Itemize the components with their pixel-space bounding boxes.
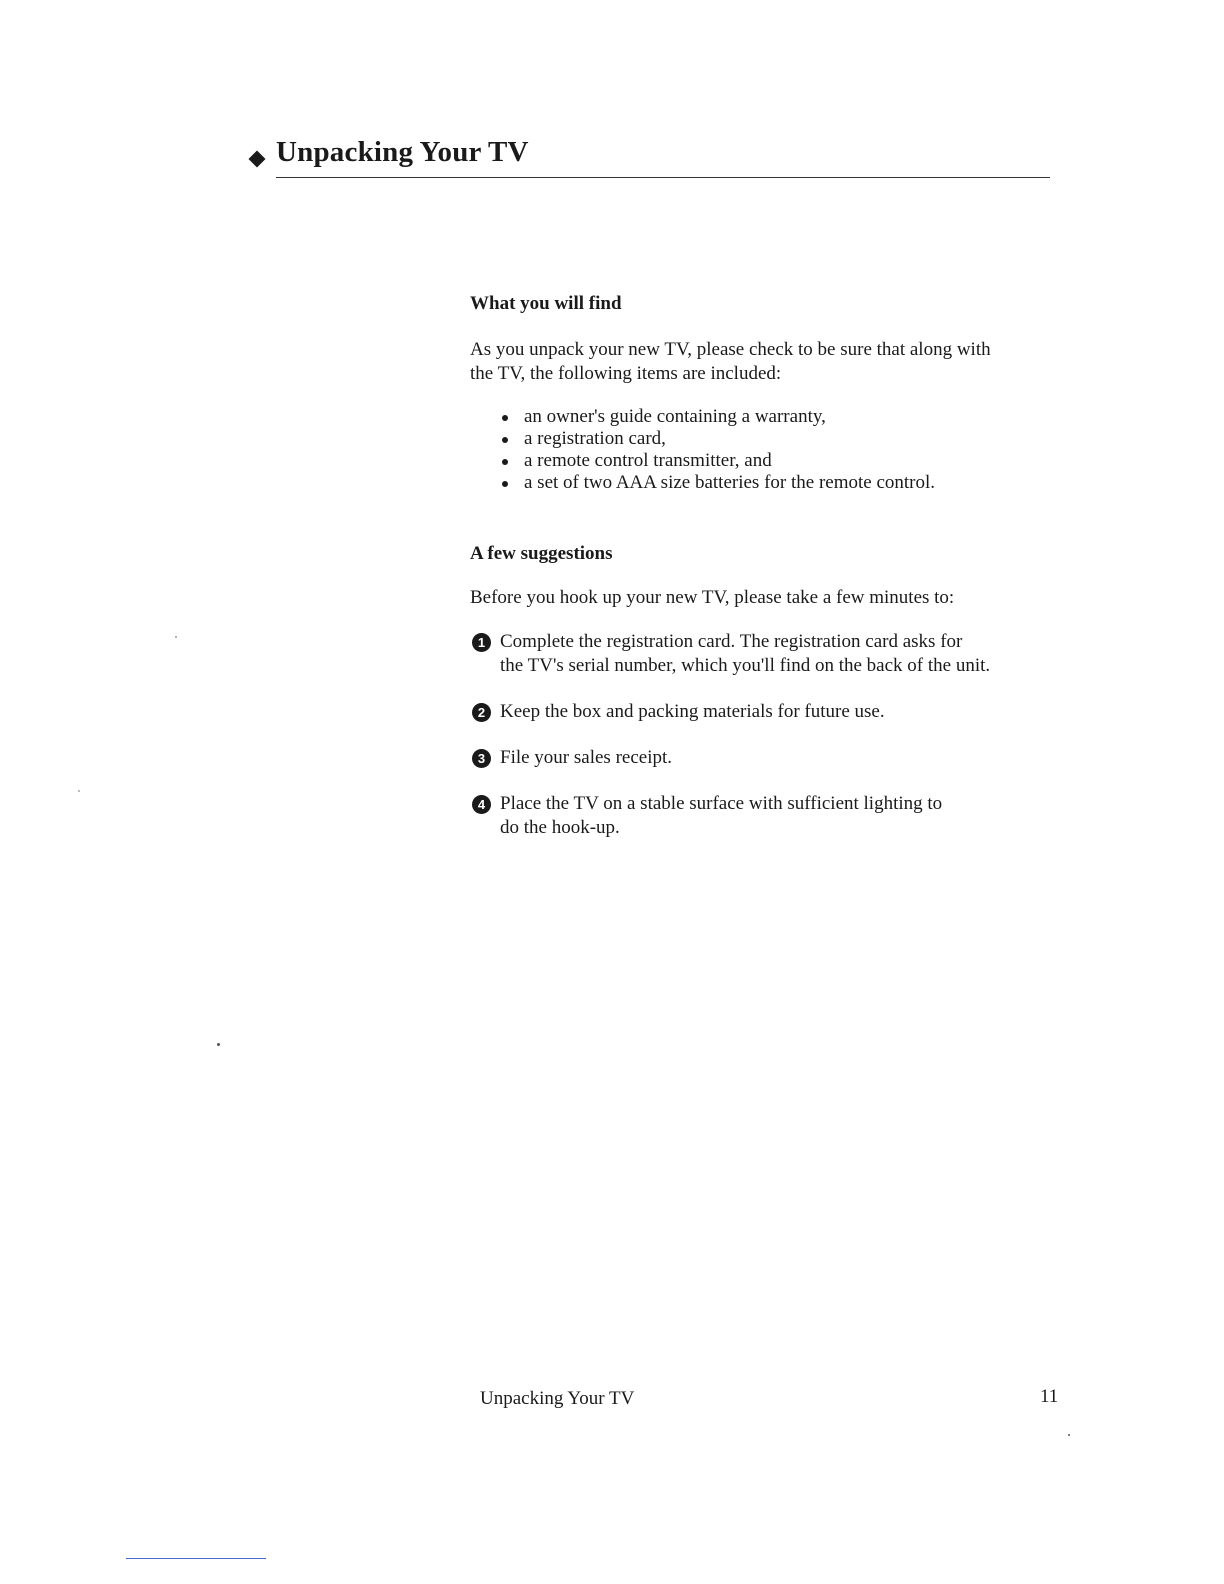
list-item-text: a remote control transmitter, and xyxy=(524,450,772,471)
step-text-line-1: Keep the box and packing materials for future use. xyxy=(500,701,885,722)
suggestion-steps-list xyxy=(470,630,1070,840)
title-rule xyxy=(276,177,1050,178)
suggestions-intro: Before you hook up your new TV, please take a few minutes to: xyxy=(470,587,955,608)
find-intro-line-1: As you unpack your new TV, please check to be sure that along with xyxy=(470,339,991,360)
included-items-list xyxy=(470,406,1070,494)
main-content xyxy=(470,292,1070,840)
step-text-line-1: Place the TV on a stable surface with sufficient lighting to xyxy=(500,793,943,814)
step-spacer xyxy=(470,770,1070,792)
bullet-icon xyxy=(502,415,508,421)
step-text-line-1: Complete the registration card. The registration card asks for xyxy=(500,631,963,652)
find-intro-paragraph xyxy=(470,338,1070,386)
list-item xyxy=(470,406,1070,428)
page-number: 11 xyxy=(1040,1386,1059,1407)
bullet-icon xyxy=(502,459,508,465)
list-item-text: a set of two AAA size batteries for the remote control. xyxy=(524,472,936,493)
step-item xyxy=(470,700,1070,724)
scan-speck xyxy=(217,1043,220,1046)
list-item xyxy=(470,428,1070,450)
step-text-line-1: File your sales receipt. xyxy=(500,747,673,768)
step-number-icon: 3 xyxy=(472,749,491,768)
list-item xyxy=(470,472,1070,494)
step-item xyxy=(470,792,1070,840)
section-heading-what-you-will-find: What you will find xyxy=(470,293,622,314)
find-intro-line-2: the TV, the following items are included: xyxy=(470,363,782,384)
footer-section-label: Unpacking Your TV xyxy=(480,1388,635,1409)
list-item-text: an owner's guide containing a warranty, xyxy=(524,406,826,427)
scan-speck xyxy=(78,790,80,792)
step-number-icon: 4 xyxy=(472,795,491,814)
step-item xyxy=(470,630,1070,678)
scan-artifact-line xyxy=(126,1558,266,1559)
bullet-icon xyxy=(502,437,508,443)
page-title: Unpacking Your TV xyxy=(276,136,529,168)
step-number-icon: 2 xyxy=(472,703,491,722)
diamond-bullet-icon xyxy=(249,151,266,168)
page-header xyxy=(248,136,1050,180)
step-number-icon: 1 xyxy=(472,633,491,652)
scan-speck xyxy=(1068,1434,1070,1436)
list-item-text: a registration card, xyxy=(524,428,666,449)
step-text-line-2: the TV's serial number, which you'll find on the back of the unit. xyxy=(500,655,991,676)
list-item xyxy=(470,450,1070,472)
scan-speck xyxy=(175,636,177,638)
step-text-line-2: do the hook-up. xyxy=(500,817,620,838)
step-spacer xyxy=(470,724,1070,746)
step-item xyxy=(470,746,1070,770)
section-heading-a-few-suggestions: A few suggestions xyxy=(470,543,613,564)
bullet-icon xyxy=(502,481,508,487)
step-spacer xyxy=(470,678,1070,700)
